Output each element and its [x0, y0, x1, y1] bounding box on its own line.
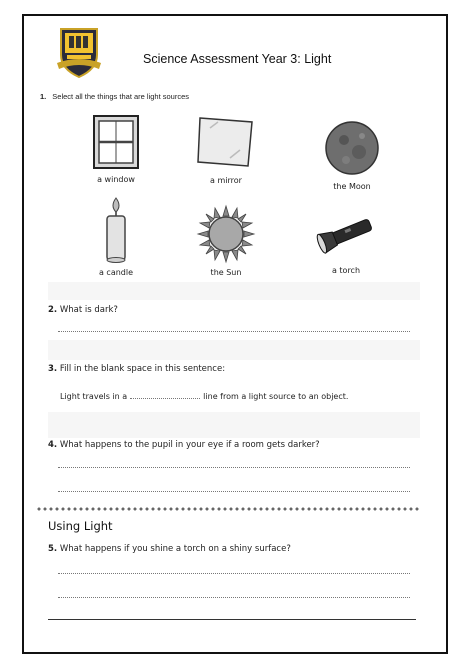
shaded-band [48, 340, 420, 360]
page-border [22, 14, 448, 654]
question-number: 5. [48, 544, 58, 554]
sun-image[interactable] [196, 204, 256, 264]
question-number: 3. [48, 364, 58, 374]
question-number: 1. [40, 92, 47, 101]
candle-image[interactable] [100, 196, 132, 264]
shaded-band [48, 412, 420, 438]
window-image[interactable] [92, 114, 140, 170]
answer-line[interactable] [58, 491, 410, 492]
sentence-end: line from a light source to an object. [203, 392, 349, 401]
answer-line[interactable] [58, 573, 410, 574]
question-2 [48, 305, 118, 315]
moon-image[interactable] [324, 120, 380, 176]
caption-torch: a torch [331, 266, 361, 275]
caption-mirror: a mirror [210, 176, 242, 185]
fill-in-sentence [60, 392, 348, 401]
question-5 [48, 544, 291, 554]
bottom-rule [48, 619, 416, 620]
caption-moon: the Moon [333, 182, 371, 191]
caption-sun: the Sun [210, 268, 242, 277]
section-heading: Using Light [48, 519, 113, 533]
caption-candle: a candle [98, 268, 134, 277]
question-text: What is dark? [59, 305, 118, 315]
shaded-band [48, 282, 420, 300]
answer-line[interactable] [58, 597, 410, 598]
answer-line[interactable] [58, 467, 410, 468]
question-text: Fill in the blank space in this sentence: [59, 364, 226, 374]
page-title: Science Assessment Year 3: Light [143, 52, 332, 66]
torch-image[interactable] [314, 214, 378, 254]
section-divider [36, 507, 420, 511]
school-crest-logo [55, 25, 103, 81]
question-number: 4. [48, 440, 58, 450]
caption-window: a window [97, 175, 135, 184]
sentence-start: Light travels in a [60, 392, 128, 401]
question-1 [40, 92, 189, 101]
blank-answer-field[interactable] [130, 398, 200, 399]
question-4 [48, 440, 320, 450]
answer-line[interactable] [58, 331, 410, 332]
question-number: 2. [48, 305, 58, 315]
mirror-image[interactable] [196, 116, 254, 168]
question-text: Select all the things that are light sources [52, 92, 190, 101]
question-text: What happens to the pupil in your eye if a room gets darker? [59, 440, 320, 450]
question-3 [48, 364, 225, 374]
question-text: What happens if you shine a torch on a shiny surface? [59, 544, 291, 554]
